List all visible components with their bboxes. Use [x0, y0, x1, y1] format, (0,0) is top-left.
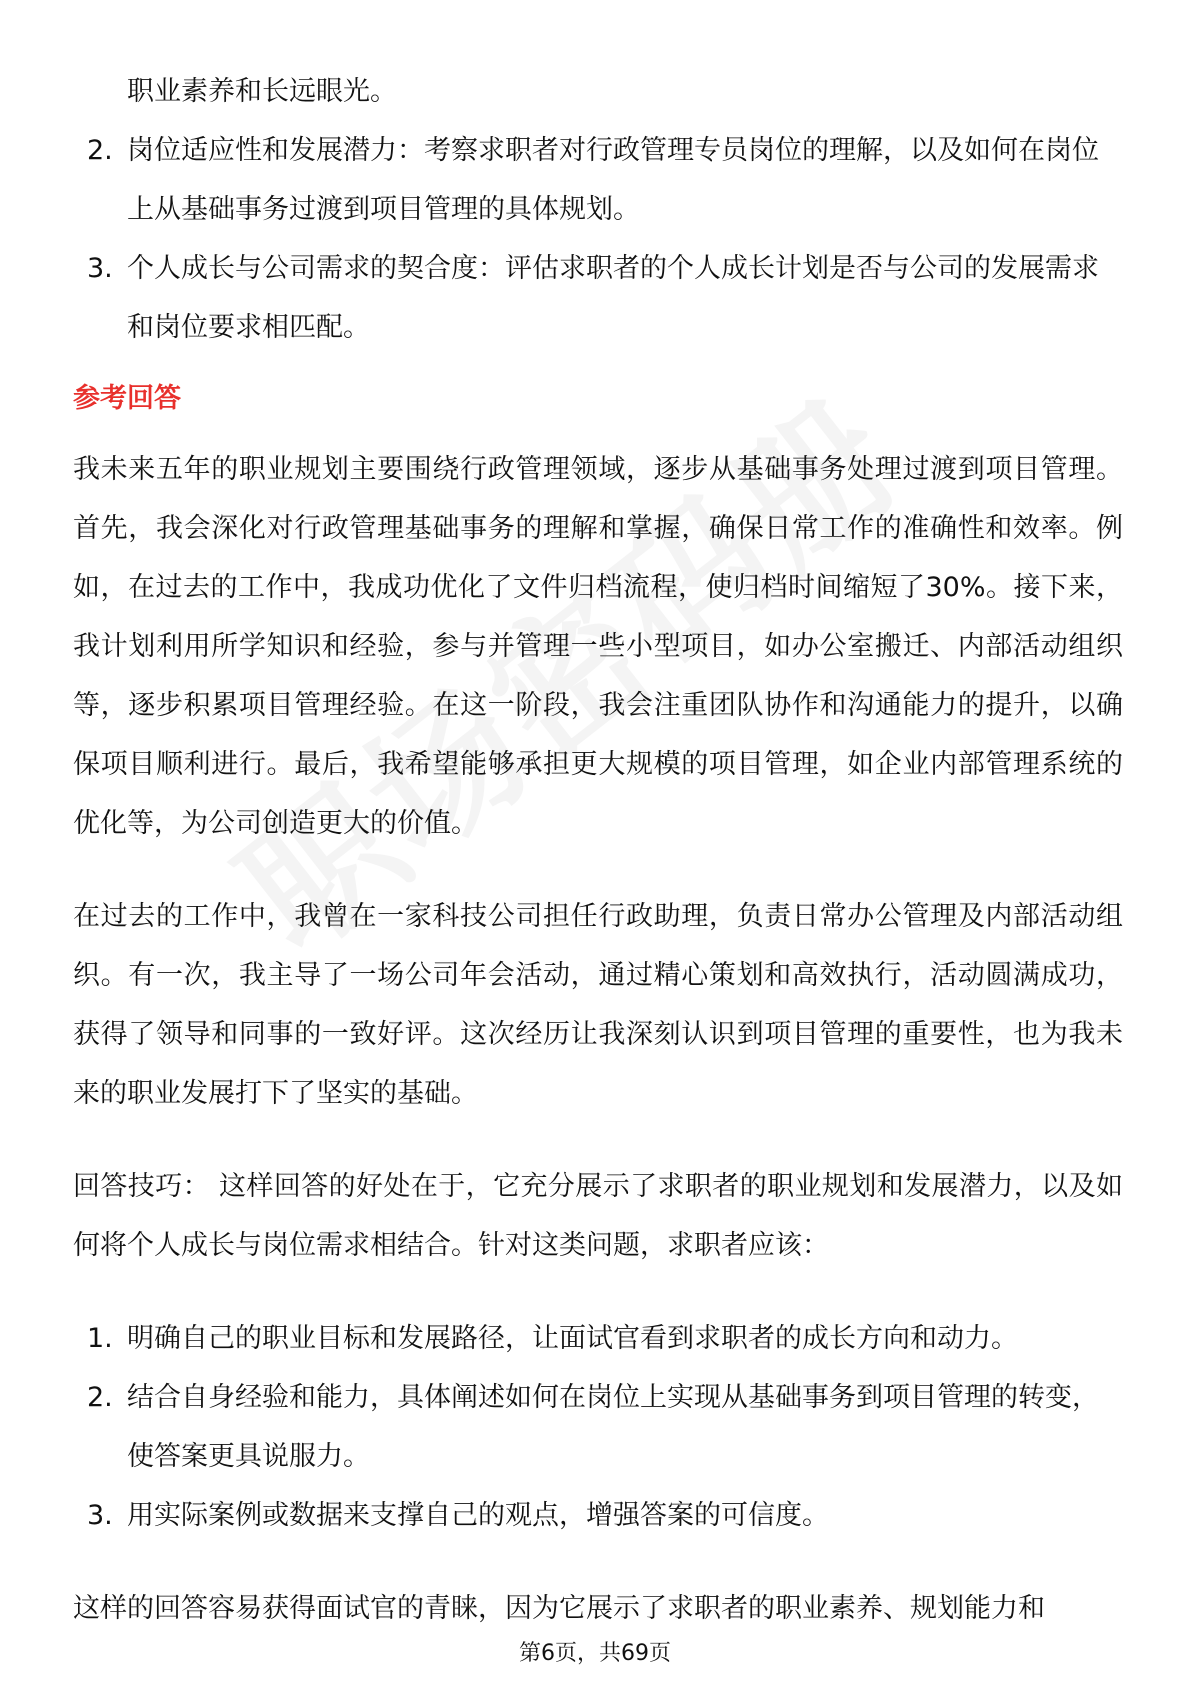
list-item-continuation: 职业素养和长远眼光。 — [127, 76, 397, 107]
list-item-text: 个人成长与公司需求的契合度：评估求职者的个人成长计划是否与公司的发展需求和岗位要求相匹配。 — [127, 253, 1099, 343]
evaluation-criteria-list — [73, 121, 1123, 357]
list-number: 2. — [87, 135, 113, 166]
answer-paragraph: 在过去的工作中，我曾在一家科技公司担任行政助理，负责日常办公管理及内部活动组织。有一次，我主导了一场公司年会活动，通过精心策划和高效执行，活动圆满成功，获得了领导和同事的一致好评。这次经历让我深刻认识到项目管理的重要性，也为我未来的职业发展打下了坚实的基础。 — [73, 901, 1123, 1109]
tips-list — [73, 1309, 1123, 1545]
section-heading: 参考回答 — [73, 383, 181, 414]
list-number: 3. — [87, 1500, 113, 1531]
list-number: 2. — [87, 1382, 113, 1413]
list-item — [73, 1486, 1123, 1545]
list-item-text: 明确自己的职业目标和发展路径，让面试官看到求职者的成长方向和动力。 — [127, 1323, 1018, 1354]
list-item — [73, 1309, 1123, 1368]
list-item-text: 用实际案例或数据来支撑自己的观点，增强答案的可信度。 — [127, 1500, 829, 1531]
list-item — [73, 121, 1123, 239]
tips-intro: 回答技巧： 这样回答的好处在于，它充分展示了求职者的职业规划和发展潜力，以及如何将个人成长与岗位需求相结合。针对这类问题，求职者应该： — [73, 1171, 1123, 1261]
list-item — [73, 1368, 1123, 1486]
list-item-text: 岗位适应性和发展潜力：考察求职者对行政管理专员岗位的理解，以及如何在岗位上从基础事务过渡到项目管理的具体规划。 — [127, 135, 1099, 225]
page-content — [73, 62, 1123, 1672]
list-item — [73, 239, 1123, 357]
answer-paragraph: 我未来五年的职业规划主要围绕行政管理领域，逐步从基础事务处理过渡到项目管理。首先，我会深化对行政管理基础事务的理解和掌握，确保日常工作的准确性和效率。例如，在过去的工作中，我成功优化了文件归档流程，使归档时间缩短了30%。接下来，我计划利用所学知识和经验，参与并管理一些小型项目，如办公室搬迁、内部活动组织等，逐步积累项目管理经验。在这一阶段，我会注重团队协作和沟通能力的提升，以确保项目顺利进行。最后，我希望能够承担更大规模的项目管理，如企业内部管理系统的优化等，为公司创造更大的价值。 — [73, 454, 1123, 839]
page-number: 第6页，共69页 — [519, 1641, 671, 1666]
list-item-text: 结合自身经验和能力，具体阐述如何在岗位上实现从基础事务到项目管理的转变，使答案更具说服力。 — [127, 1382, 1099, 1472]
list-number: 3. — [87, 253, 113, 284]
closing-paragraph: 这样的回答容易获得面试官的青睐，因为它展示了求职者的职业素养、规划能力和 — [73, 1593, 1045, 1624]
list-number: 1. — [87, 1323, 113, 1354]
